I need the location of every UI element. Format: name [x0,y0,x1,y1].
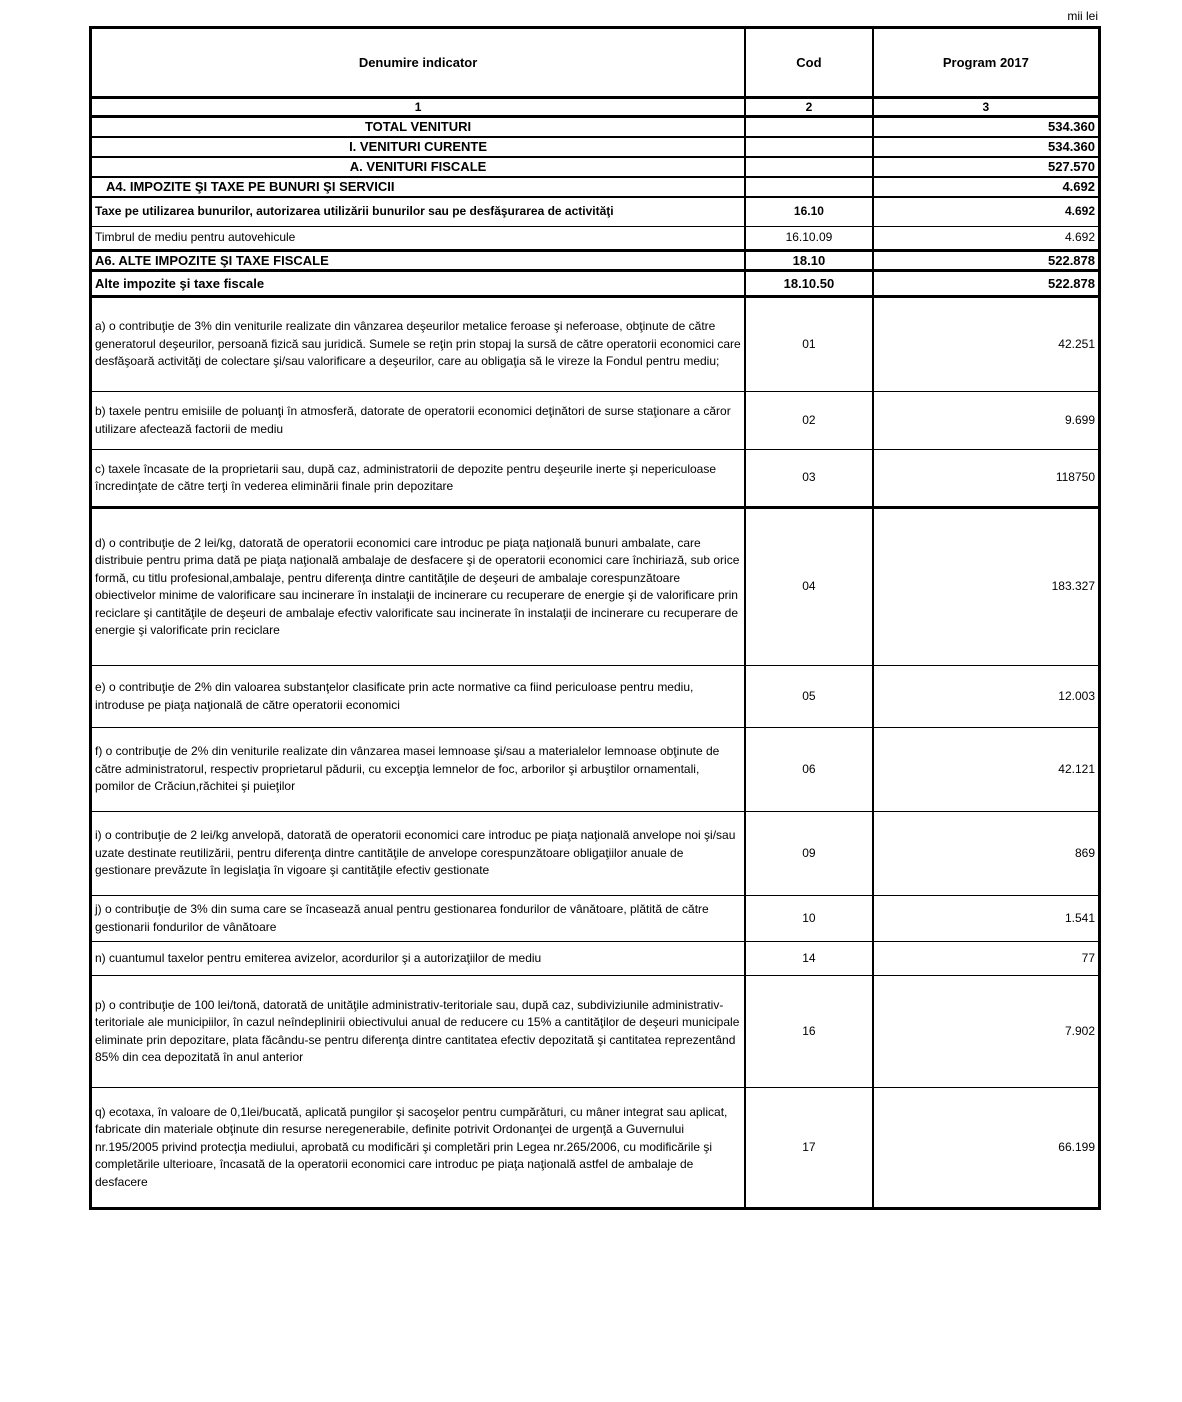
row-cod [745,177,873,197]
header-program: Program 2017 [873,28,1100,98]
row-value: 4.692 [873,226,1100,250]
row-name: I. VENITURI CURENTE [91,137,746,157]
row-value: 522.878 [873,250,1100,271]
table-row [91,976,1100,1088]
row-value: 42.121 [873,728,1100,812]
row-value: 534.360 [873,137,1100,157]
column-number-3: 3 [873,98,1100,117]
row-value: 7.902 [873,976,1100,1088]
table-row [91,157,1100,177]
row-cod: 18.10.50 [745,271,873,297]
row-value: 869 [873,812,1100,896]
row-cod [745,117,873,138]
row-name: q) ecotaxa, în valoare de 0,1lei/bucată, aplicată pungilor şi sacoşelor pentru cumpărături, cu mâner integrat sau aplicat, fabricate din materiale obţinute din resurse neregenerabile, definite potrivit Ordonanţei de urgenţă a Guvernului nr.195/2005 privind protecţia mediului, aprobată cu modificări şi completări prin Legea nr.265/2006, cu modificările şi completările ulterioare, încasată de la operatorii economici care introduc pe piaţa naţională astfel de ambalaje de desfacere [91,1088,746,1209]
row-cod: 06 [745,728,873,812]
row-name: a) o contribuţie de 3% din veniturile realizate din vânzarea deşeurilor metalice feroase şi neferoase, obţinute de către generatorul deşeurilor, persoană fizică sau juridică. Sumele se reţin prin stopaj la sursă de către operatorii economici care desfăşoară activităţi de colectare şi/sau valorificare a deşeurilor, care au obligaţia să le vireze la Fondul pentru mediu; [91,297,746,392]
table-row [91,508,1100,666]
row-value: 527.570 [873,157,1100,177]
row-cod: 09 [745,812,873,896]
budget-table [89,26,1101,1210]
table-row [91,896,1100,942]
table-row [91,728,1100,812]
header-cod: Cod [745,28,873,98]
row-name: e) o contribuţie de 2% din valoarea substanţelor clasificate prin acte normative ca fiind periculoase pentru mediu, introduse pe piaţa naţională de către operatorii economici [91,666,746,728]
column-number-row [91,98,1100,117]
row-name: c) taxele încasate de la proprietarii sau, după caz, administratorii de depozite pentru deşeurile inerte şi nepericuloase încredinţate de către terţi în vederea eliminării finale prin depozitare [91,450,746,508]
row-value: 77 [873,942,1100,976]
column-number-1: 1 [91,98,746,117]
table-row [91,942,1100,976]
table-header-row [91,28,1100,98]
row-cod: 14 [745,942,873,976]
row-value: 522.878 [873,271,1100,297]
row-cod [745,137,873,157]
row-name: Taxe pe utilizarea bunurilor, autorizarea utilizării bunurilor sau pe desfăşurarea de activităţi [91,197,746,226]
row-name: b) taxele pentru emisiile de poluanţi în atmosferă, datorate de operatorii economici deţinători de surse staţionare a căror utilizare afectează factorii de mediu [91,392,746,450]
row-cod: 17 [745,1088,873,1209]
row-value: 118750 [873,450,1100,508]
row-name: TOTAL VENITURI [91,117,746,138]
row-name: j) o contribuţie de 3% din suma care se încasează anual pentru gestionarea fondurilor de vânătoare, plătită de către gestionarii fondurilor de vânătoare [91,896,746,942]
table-row [91,392,1100,450]
table-row [91,450,1100,508]
row-name: f) o contribuţie de 2% din veniturile realizate din vânzarea masei lemnoase şi/sau a materialelor lemnoase obţinute de către administratorul, respectiv proprietarul pădurii, cu excepţia lemnelor de foc, arborilor şi arbuştilor ornamentali, pomilor de Crăciun,răchitei şi puieţilor [91,728,746,812]
row-value: 4.692 [873,177,1100,197]
table-row [91,1088,1100,1209]
table-row [91,271,1100,297]
row-value: 1.541 [873,896,1100,942]
row-value: 42.251 [873,297,1100,392]
table-row [91,177,1100,197]
row-value: 66.199 [873,1088,1100,1209]
table-row [91,137,1100,157]
row-cod: 16.10 [745,197,873,226]
row-name: p) o contribuţie de 100 lei/tonă, datorată de unităţile administrativ-teritoriale sau, după caz, subdiviziunile administrativ-teritoriale ale municipiilor, în cazul neîndeplinirii obiectivului anual de reducere cu 15% a cantităţilor de deşeuri municipale eliminate prin depozitare, plata făcându-se pentru diferenţa dintre cantitatea efectiv depozitată şi cantitatea reprezentând 85% din cea depozitată în anul anterior [91,976,746,1088]
row-cod: 05 [745,666,873,728]
table-row [91,250,1100,271]
row-cod [745,157,873,177]
table-row [91,812,1100,896]
header-denumire: Denumire indicator [91,28,746,98]
unit-label: mii lei [1067,9,1098,23]
row-cod: 02 [745,392,873,450]
row-name: A4. IMPOZITE ŞI TAXE PE BUNURI ŞI SERVICII [91,177,746,197]
table-row [91,297,1100,392]
row-value: 534.360 [873,117,1100,138]
row-name: A. VENITURI FISCALE [91,157,746,177]
table-row [91,666,1100,728]
row-cod: 16.10.09 [745,226,873,250]
row-name: d) o contribuţie de 2 lei/kg, datorată de operatorii economici care introduc pe piaţa naţională bunuri ambalate, care distribuie pentru prima dată pe piaţa naţională ambalaje de desfacere şi de operatorii economici care închiriază, sub orice formă, cu titlu profesional,ambalaje, pentru diferenţa dintre cantităţile de deşeuri de ambalaje corespunzătoare obiectivelor minime de valorificare sau incinerare în instalaţii de incinerare cu recuperare de energie şi de valorificare prin reciclare şi cantităţile de deşeuri de ambalaje efectiv valorificate sau incinerate în instalaţii de incinerare cu recuperare de energie şi valorificate prin reciclare [91,508,746,666]
table-row [91,197,1100,226]
table-row [91,226,1100,250]
row-value: 4.692 [873,197,1100,226]
column-number-2: 2 [745,98,873,117]
row-name: A6. ALTE IMPOZITE ŞI TAXE FISCALE [91,250,746,271]
row-cod: 03 [745,450,873,508]
row-name: Timbrul de mediu pentru autovehicule [91,226,746,250]
row-cod: 10 [745,896,873,942]
row-cod: 04 [745,508,873,666]
table-row [91,117,1100,138]
row-name: n) cuantumul taxelor pentru emiterea avizelor, acordurilor şi a autorizaţiilor de mediu [91,942,746,976]
row-name: i) o contribuţie de 2 lei/kg anvelopă, datorată de operatorii economici care introduc pe piaţa naţională anvelope noi şi/sau uzate destinate reutilizării, pentru diferenţa dintre cantităţile de anvelope corespunzătoare obligaţiilor anuale de gestionare prevăzute în legislaţia în vigoare şi cantităţile efectiv gestionate [91,812,746,896]
row-cod: 16 [745,976,873,1088]
row-name: Alte impozite şi taxe fiscale [91,271,746,297]
row-cod: 01 [745,297,873,392]
row-value: 9.699 [873,392,1100,450]
row-value: 183.327 [873,508,1100,666]
row-cod: 18.10 [745,250,873,271]
row-value: 12.003 [873,666,1100,728]
